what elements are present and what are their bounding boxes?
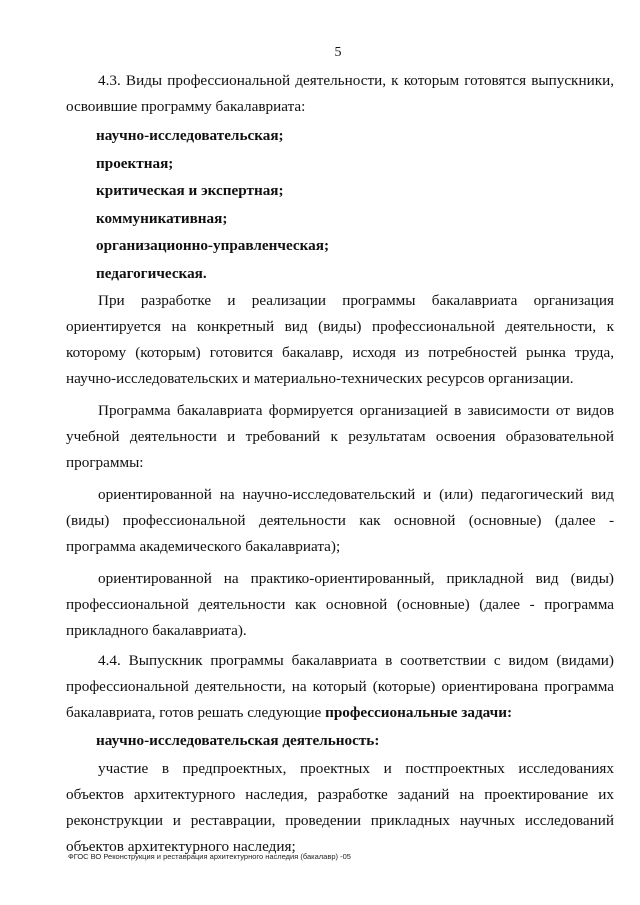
activity-type-item: коммуникативная; (96, 209, 228, 227)
section-4-4-intro (66, 648, 614, 726)
activity-types-list (66, 122, 614, 288)
paragraph-program-formation: Программа бакалавриата формируется организацией в зависимости от видов учебной деятельности и требований к результатам освоения образовательной программы: (66, 401, 614, 471)
activity-type-item: критическая и экспертная; (96, 182, 284, 200)
page-number: 5 (334, 45, 342, 60)
section-4-4-intro-text: 4.4. Выпускник программы бакалавриата в соответствии с видом (видами) профессиональной деятельности, на который (которые) ориентирована программа бакалавриата, готов решать следующие (66, 651, 614, 721)
paragraph-academic-bachelor: ориентированной на научно-исследовательский и (или) педагогический вид (виды) профессиональной деятельности как основной (основные) (далее - программа академического бакалавриата); (66, 485, 614, 555)
paragraph-applied-bachelor: ориентированной на практико-ориентированный, прикладной вид (виды) профессиональной деятельности как основной (основные) (далее - программа прикладного бакалавриата). (66, 569, 614, 639)
section-4-3-intro: 4.3. Виды профессиональной деятельности, к которым готовятся выпускники, освоившие программу бакалавриата: (66, 72, 614, 115)
activity-type-item: проектная; (96, 154, 174, 172)
page-footer: ФГОС ВО Реконструкция и реставрация архитектурного наследия (бакалавр) -05 (68, 852, 351, 861)
activity-type-item: научно-исследовательская; (96, 127, 284, 144)
paragraph-orientation: При разработке и реализации программы бакалавриата организация ориентируется на конкретный вид (виды) профессиональной деятельности, к которому (которым) готовится бакалавр, исходя из потребностей рынка труда, научно-исследовательских и материально-технических ресурсов организации. (66, 291, 614, 387)
activity-type-item: организационно-управленческая; (96, 237, 329, 255)
research-task-item: участие в предпроектных, проектных и постпроектных исследованиях объектов архитектурного наследия, разработке заданий на проектирование их реконструкции и реставрации, проведении прикладных научных исследований объектов архитектурного наследия; (66, 759, 614, 855)
document-body (66, 68, 614, 860)
activity-type-item: педагогическая. (96, 264, 207, 282)
professional-tasks-label: профессиональные задачи: (325, 703, 513, 721)
research-activity-heading: научно-исследовательская деятельность: (96, 731, 380, 749)
